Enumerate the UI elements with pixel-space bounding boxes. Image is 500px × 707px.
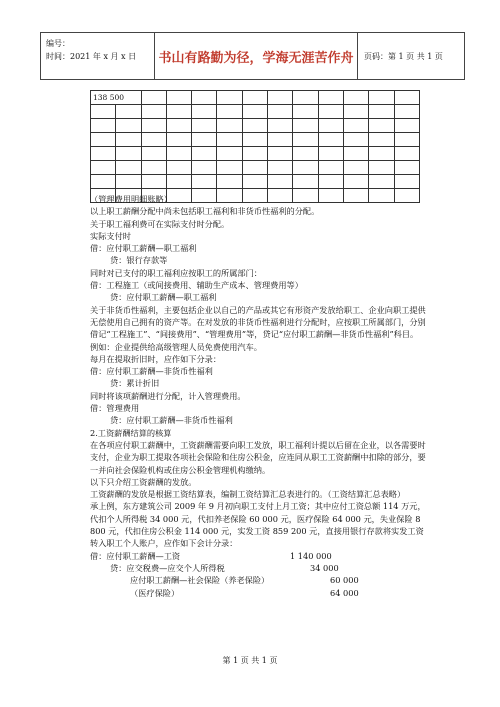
table-cell (116, 133, 141, 147)
table-cell (116, 105, 141, 119)
table-cell (116, 119, 141, 133)
table-cell (192, 105, 217, 119)
table-cell (242, 91, 267, 105)
page-footer: 第 1 页 共 1 页 (222, 656, 278, 665)
table-row (91, 133, 420, 147)
table-cell (242, 147, 267, 161)
text-line: 关于非货币性福利，主要包括企业以自己的产品或其它有形资产发放给职工、企业向职工提供无偿使用自己拥有的资产等。在对发放的非货币性福利进行分配时，应按职工所属部门，分别借记“工程施工”、“间接费用”、“管理费用”等，贷记“应付职工薪酬—非货币性福利”科目。 (90, 304, 426, 340)
table-cell (343, 175, 368, 189)
journal-entry (90, 587, 426, 599)
table-cell: 138 500 (91, 91, 142, 105)
table-cell (91, 175, 116, 189)
table-row (91, 175, 420, 189)
table-cell (141, 91, 166, 105)
table-cell (141, 147, 166, 161)
text-line: 贷：累计折旧 (110, 378, 160, 389)
text-line: 实际支付时 (90, 230, 131, 241)
table-cell (217, 105, 242, 119)
table-cell (166, 91, 191, 105)
table-cell (268, 105, 293, 119)
table-cell (268, 91, 293, 105)
table-row (91, 161, 420, 175)
table-cell (343, 105, 368, 119)
table-cell (318, 175, 343, 189)
header-motto: 书山有路勤为径，学海无涯苦作舟 (155, 33, 358, 79)
table-cell (394, 147, 419, 161)
text-line: 每月在提取折旧时，应作如下分录： (90, 353, 222, 364)
table-cell (343, 119, 368, 133)
table-cell (369, 175, 394, 189)
entry-account: 应付职工薪酬—社会保险（养老保险） (130, 575, 270, 586)
table-cell (116, 161, 141, 175)
entry-account: （医疗保险） (130, 587, 180, 598)
table-cell (116, 175, 141, 189)
table-row (91, 105, 420, 119)
header-page-info: 页码：第 1 页 共 1 页 (364, 51, 443, 61)
text-line: （管理费用明细账略） (90, 194, 172, 204)
table-cell (242, 119, 267, 133)
time-label: 时间：2021 年 x 月 x 日 (46, 52, 137, 61)
table-row (91, 119, 420, 133)
table-cell (343, 147, 368, 161)
table-cell (141, 119, 166, 133)
text-line: 借：应付职工薪酬—职工福利 (90, 243, 197, 254)
journal-entry (90, 550, 426, 562)
table-cell (192, 133, 217, 147)
entry-account: 借：应付职工薪酬—工资 (90, 550, 181, 561)
table-cell (268, 133, 293, 147)
table-cell (192, 119, 217, 133)
table-cell (242, 175, 267, 189)
table-cell (141, 175, 166, 189)
header-meta (41, 33, 155, 79)
text-line: 以上职工薪酬分配中尚未包括职工福利和非货币性福利的分配。 (90, 206, 320, 217)
table-cell (369, 105, 394, 119)
table-cell (141, 161, 166, 175)
table-cell (318, 91, 343, 105)
table-cell (242, 133, 267, 147)
table-cell (293, 105, 318, 119)
table-cell (369, 161, 394, 175)
table-cell (369, 147, 394, 161)
text-line: 例如：企业提供给高级管理人员免费使用汽车。 (90, 341, 262, 352)
text-line: 贷：应付职工薪酬—职工福利 (110, 292, 217, 303)
table-cell (166, 147, 191, 161)
entry-amount: 60 000 (330, 575, 359, 586)
text-line: 借：管理费用 (90, 403, 140, 414)
table-cell (217, 147, 242, 161)
table-cell (318, 147, 343, 161)
table-row (91, 91, 420, 105)
table-cell (293, 119, 318, 133)
table-cell (293, 133, 318, 147)
table-cell (91, 119, 116, 133)
document-body (90, 193, 426, 599)
table-cell (394, 91, 419, 105)
table-cell (318, 161, 343, 175)
table-cell (293, 161, 318, 175)
serial-label: 编号： (46, 39, 70, 48)
table-cell (293, 91, 318, 105)
table-cell (217, 91, 242, 105)
table-cell (268, 175, 293, 189)
table-cell (268, 147, 293, 161)
table-cell (293, 147, 318, 161)
table-cell (268, 119, 293, 133)
text-line: 关于职工福利费可在实际支付时分配。 (90, 218, 230, 229)
table-cell (394, 105, 419, 119)
entry-account: 贷：应交税费—应交个人所得税 (110, 562, 225, 573)
journal-entry (90, 574, 426, 586)
table-cell (141, 133, 166, 147)
table-cell (369, 133, 394, 147)
table-cell (394, 175, 419, 189)
table-cell (268, 161, 293, 175)
table-cell (91, 105, 116, 119)
table-cell (343, 161, 368, 175)
page-header (40, 32, 465, 80)
text-line: 贷：应付职工薪酬—非货币性福利 (110, 415, 233, 426)
text-line: 贷：银行存款等 (110, 255, 168, 266)
table-cell (192, 91, 217, 105)
table-cell (242, 105, 267, 119)
text-line: 在各项应付职工薪酬中，工资薪酬需要向职工发放，职工福利计提以后留在企业，以各需要时支付，企业为职工提取各项社会保险和住房公积金，应连同从职工工资薪酬中扣除的部分，要一并向社会保险机构或住房公积金管理机构缴纳。 (90, 439, 426, 475)
table-cell (166, 119, 191, 133)
table-cell (343, 133, 368, 147)
table-cell (166, 161, 191, 175)
table-cell (293, 175, 318, 189)
text-line: 2.工资薪酬结算的核算 (90, 427, 172, 438)
table-cell (166, 175, 191, 189)
table-cell (242, 161, 267, 175)
table-cell (166, 133, 191, 147)
table-cell (91, 147, 116, 161)
table-cell (91, 133, 116, 147)
text-line: 以下只介绍工资薪酬的发放。 (90, 476, 197, 487)
table-row (91, 147, 420, 161)
table-cell (141, 105, 166, 119)
table-cell (343, 91, 368, 105)
table-cell (192, 147, 217, 161)
table-cell (116, 147, 141, 161)
entry-amount: 1 140 000 (290, 550, 332, 561)
table-cell (318, 119, 343, 133)
text-line: 承上例，东方建筑公司 2009 年 9 月初向职工支付上月工资；其中应付工资总额 114 万元，代扣个人所得税 34 000 元，代扣养老保险 60 000 元，医疗保险 64 000 元，失业保险 8 800 元，代扣住房公积金 114 000 元，实发工资 859 200 元，直接用银行存款将实发工资转入职工个人账户，应作如下会计分录： (90, 501, 426, 549)
table-cell (217, 175, 242, 189)
table-cell (318, 133, 343, 147)
table-cell (192, 175, 217, 189)
table-cell (166, 105, 191, 119)
text-line: 同时将该项薪酬进行分配，计入管理费用。 (90, 390, 246, 401)
table-cell (217, 119, 242, 133)
text-line: 借：应付职工薪酬—非货币性福利 (90, 366, 213, 377)
table-cell (318, 105, 343, 119)
table-cell (217, 133, 242, 147)
table-cell (217, 161, 242, 175)
entry-amount: 34 000 (310, 562, 339, 573)
table-cell (369, 119, 394, 133)
text-line: 同时对已支付的职工福利应按职工的所属部门： (90, 267, 262, 278)
table-cell (91, 161, 116, 175)
table-cell (394, 161, 419, 175)
text-line: 借：工程施工（或间接费用、辅助生产成本、管理费用等） (90, 280, 303, 291)
table-cell (394, 119, 419, 133)
table-cell (192, 161, 217, 175)
text-line: 工资薪酬的发放是根据工资结算表，编制工资结算汇总表进行的。（工资结算汇总表略） (90, 489, 406, 500)
entry-amount: 64 000 (330, 587, 359, 598)
journal-entry (90, 562, 426, 574)
table-cell (369, 91, 394, 105)
table-cell (394, 133, 419, 147)
ledger-table (90, 90, 420, 203)
